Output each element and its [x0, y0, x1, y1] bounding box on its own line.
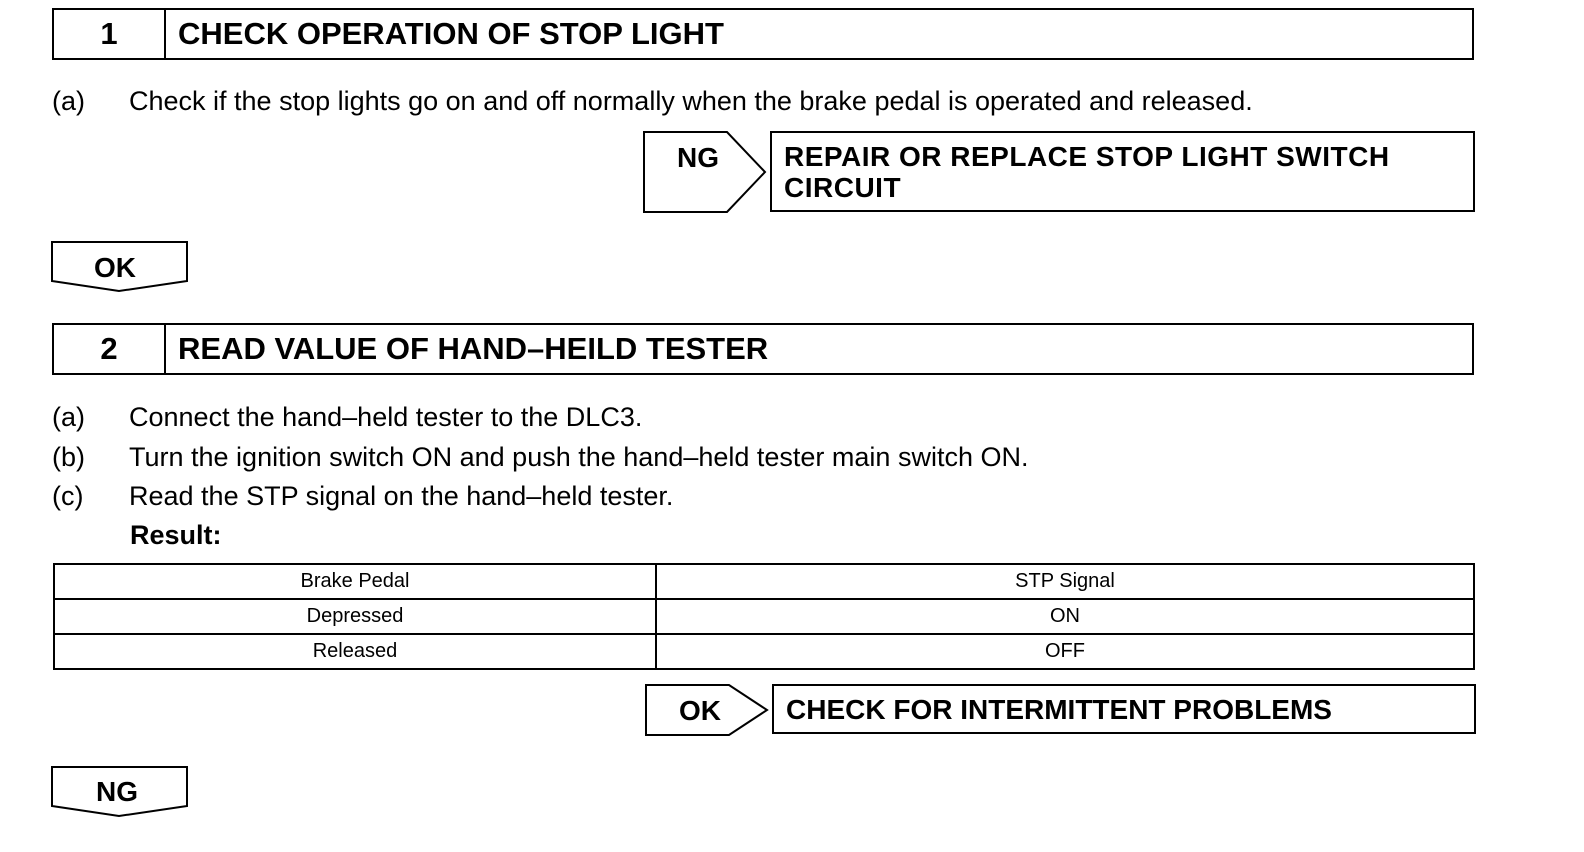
table-cell: ON	[656, 599, 1474, 634]
ok-down-tag	[51, 241, 189, 293]
table-row	[54, 634, 1474, 669]
instruction-item	[52, 402, 642, 433]
table-cell: Released	[54, 634, 656, 669]
step-title: CHECK OPERATION OF STOP LIGHT	[178, 16, 724, 51]
step-1-header	[52, 8, 1474, 60]
instruction-item	[52, 442, 1028, 473]
ok-action-text: CHECK FOR INTERMITTENT PROBLEMS	[786, 694, 1332, 725]
table-header-cell: Brake Pedal	[54, 564, 656, 599]
ng-down-tag	[51, 766, 189, 818]
item-label: (a)	[52, 402, 85, 432]
item-label: (c)	[52, 481, 84, 511]
ok-action-box	[772, 684, 1476, 734]
table-cell: OFF	[656, 634, 1474, 669]
ng-tag-label: NG	[677, 142, 719, 173]
table-row	[54, 599, 1474, 634]
item-label: (a)	[52, 86, 85, 116]
item-text: Connect the hand–held tester to the DLC3.	[129, 402, 643, 432]
result-table	[53, 563, 1475, 670]
table-cell: Depressed	[54, 599, 656, 634]
step-number: 1	[54, 10, 166, 58]
ng-action-text: REPAIR OR REPLACE STOP LIGHT SWITCH CIRCUIT	[784, 141, 1390, 203]
step-title: READ VALUE OF HAND–HEILD TESTER	[178, 331, 769, 366]
instruction-item	[52, 481, 673, 512]
item-text: Turn the ignition switch ON and push the hand–held tester main switch ON.	[129, 442, 1029, 472]
ok-tag-label: OK	[94, 252, 136, 283]
ok-tag-label: OK	[679, 695, 721, 726]
table-header-row	[54, 564, 1474, 599]
result-label: Result:	[130, 520, 222, 550]
table-header-cell: STP Signal	[656, 564, 1474, 599]
step-number: 2	[54, 325, 166, 373]
item-label: (b)	[52, 442, 85, 472]
item-text: Check if the stop lights go on and off normally when the brake pedal is operated and released.	[129, 86, 1253, 116]
ng-arrow-tag	[643, 131, 767, 213]
ng-tag-label: NG	[96, 776, 138, 807]
ok-arrow-tag	[645, 684, 769, 736]
instruction-item	[52, 86, 1253, 117]
item-text: Read the STP signal on the hand–held tester.	[129, 481, 674, 511]
ng-action-box	[770, 131, 1475, 212]
step-2-header	[52, 323, 1474, 375]
